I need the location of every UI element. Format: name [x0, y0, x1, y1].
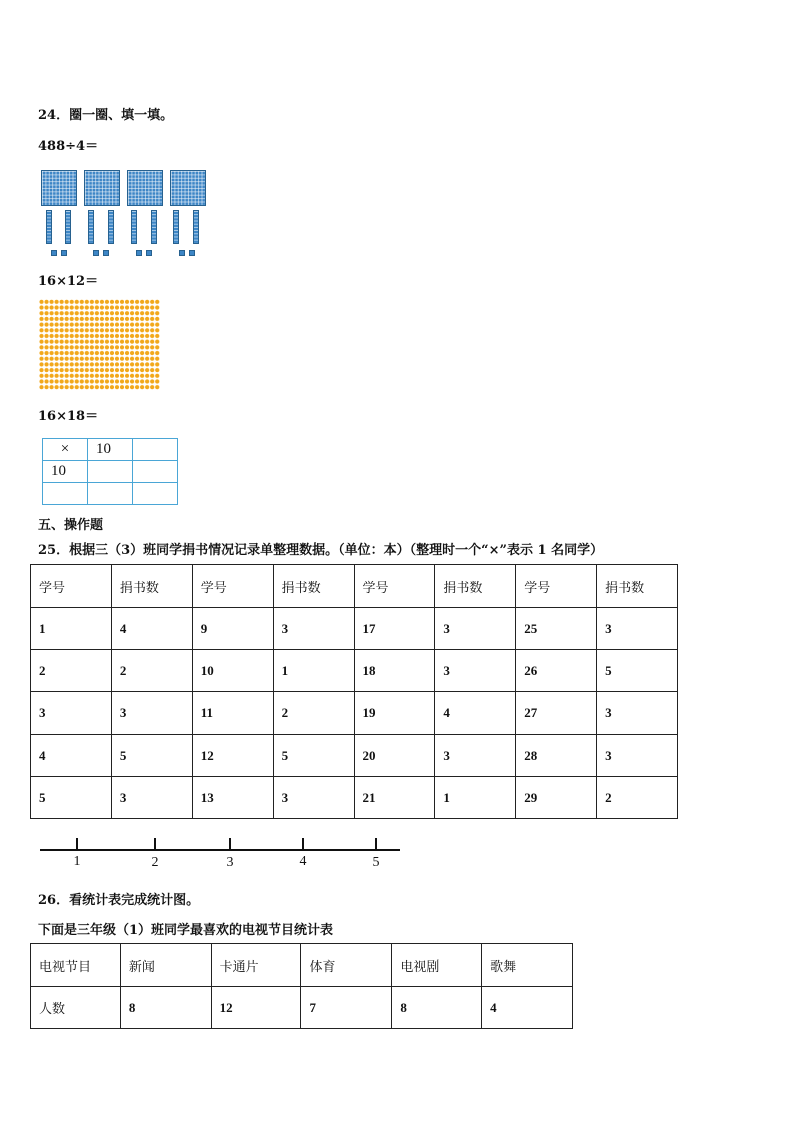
table-cell: 29 [516, 777, 597, 819]
q24-title: 24．圈一圈、填一填。 [38, 108, 174, 123]
ten-rod [46, 210, 52, 244]
number-line-label: 1 [73, 854, 81, 869]
table-cell: 27 [516, 692, 597, 735]
section-5-title: 五、操作题 [38, 518, 104, 533]
table-cell: 5 [31, 777, 112, 819]
header-cell: 学号 [192, 565, 273, 608]
table-cell: 3 [597, 608, 678, 650]
unit-cube [51, 250, 57, 256]
table-cell: 3 [597, 735, 678, 777]
table-cell: 4 [482, 987, 573, 1029]
number-line-tick [302, 838, 304, 849]
table-cell: 人数 [31, 987, 121, 1029]
unit-cube [61, 250, 67, 256]
number-line-tick [229, 838, 231, 849]
table-cell: 2 [31, 650, 112, 692]
table-row [31, 692, 678, 735]
hundred-block [127, 170, 163, 206]
table-cell: 18 [354, 650, 435, 692]
table-cell: 2 [111, 650, 192, 692]
header-cell: 体育 [301, 944, 392, 987]
table-cell: 12 [211, 987, 301, 1029]
q26-title: 26．看统计表完成统计图。 [38, 893, 200, 908]
table-cell: 10 [192, 650, 273, 692]
grid-col-header: 10 [88, 439, 133, 461]
table-cell: 2 [597, 777, 678, 819]
table-cell: 5 [273, 735, 354, 777]
table-cell: 4 [31, 735, 112, 777]
table-cell: 1 [273, 650, 354, 692]
table-cell: 3 [435, 608, 516, 650]
ten-rod [151, 210, 157, 244]
hundred-block [84, 170, 120, 206]
header-cell: 捐书数 [111, 565, 192, 608]
unit-cube [103, 250, 109, 256]
table-cell: 1 [435, 777, 516, 819]
table-cell: 11 [192, 692, 273, 735]
number-line-label: 3 [226, 855, 234, 870]
table-cell: 17 [354, 608, 435, 650]
table-cell: 3 [273, 777, 354, 819]
table-cell: 20 [354, 735, 435, 777]
unit-cube [146, 250, 152, 256]
grid-cell[interactable] [43, 483, 88, 505]
table-row [31, 650, 678, 692]
tv-program-table [30, 943, 573, 1029]
table-cell: 3 [597, 692, 678, 735]
ten-rod [88, 210, 94, 244]
table-row [31, 777, 678, 819]
header-cell: 捐书数 [273, 565, 354, 608]
header-cell: 学号 [354, 565, 435, 608]
table-cell: 5 [111, 735, 192, 777]
table-cell: 3 [31, 692, 112, 735]
table-row [31, 987, 573, 1029]
table-cell: 3 [435, 650, 516, 692]
header-cell: 卡通片 [211, 944, 301, 987]
header-cell: 学号 [31, 565, 112, 608]
number-line-label: 4 [299, 854, 307, 869]
table-cell: 1 [31, 608, 112, 650]
header-cell: 电视节目 [31, 944, 121, 987]
header-cell: 学号 [516, 565, 597, 608]
table-cell: 3 [435, 735, 516, 777]
ten-rod [173, 210, 179, 244]
grid-row-header: 10 [43, 461, 88, 483]
donation-record-table [30, 564, 678, 819]
table-cell: 2 [273, 692, 354, 735]
grid-cell[interactable] [133, 461, 178, 483]
unit-cube [93, 250, 99, 256]
ten-rod [193, 210, 199, 244]
unit-cube [179, 250, 185, 256]
header-cell: 电视剧 [392, 944, 482, 987]
q24-equation-3: 16×18＝ [38, 409, 99, 424]
table-cell: 28 [516, 735, 597, 777]
number-line-label: 5 [372, 855, 380, 870]
header-cell: 歌舞 [482, 944, 573, 987]
number-line-label: 2 [151, 855, 159, 870]
table-cell: 9 [192, 608, 273, 650]
table-cell: 8 [120, 987, 211, 1029]
header-cell: 新闻 [120, 944, 211, 987]
table-cell: 21 [354, 777, 435, 819]
table-cell: 12 [192, 735, 273, 777]
grid-cell[interactable] [88, 461, 133, 483]
unit-cube [136, 250, 142, 256]
hundred-block [170, 170, 206, 206]
table-row [31, 608, 678, 650]
table-cell: 4 [111, 608, 192, 650]
ten-rod [108, 210, 114, 244]
table-cell: 5 [597, 650, 678, 692]
hundred-block [41, 170, 77, 206]
number-line-tick [76, 838, 78, 849]
table-cell: 3 [273, 608, 354, 650]
grid-cell[interactable] [133, 439, 178, 461]
table-header-row [31, 944, 573, 987]
number-line-axis [40, 849, 400, 851]
q25-title: 25．根据三（3）班同学捐书情况记录单整理数据。（单位：本）（整理时一个“×”表示 1 名同学） [38, 543, 604, 558]
ten-rod [131, 210, 137, 244]
table-cell: 3 [111, 692, 192, 735]
grid-cell[interactable] [133, 483, 178, 505]
table-cell: 13 [192, 777, 273, 819]
multiplication-grid [42, 438, 178, 505]
unit-cube [189, 250, 195, 256]
number-line-tick [154, 838, 156, 849]
grid-cell[interactable] [88, 483, 133, 505]
table-row [31, 735, 678, 777]
table-header-row [31, 565, 678, 608]
table-cell: 8 [392, 987, 482, 1029]
table-cell: 4 [435, 692, 516, 735]
q24-equation-1: 488÷4＝ [38, 139, 99, 154]
header-cell: 捐书数 [597, 565, 678, 608]
table-cell: 7 [301, 987, 392, 1029]
table-cell: 19 [354, 692, 435, 735]
ten-rod [65, 210, 71, 244]
table-cell: 26 [516, 650, 597, 692]
grid-corner: × [43, 439, 88, 461]
table-cell: 3 [111, 777, 192, 819]
q24-equation-2: 16×12＝ [38, 274, 99, 289]
header-cell: 捐书数 [435, 565, 516, 608]
tv-table-title: 下面是三年级（1）班同学最喜欢的电视节目统计表 [38, 923, 334, 938]
number-line-tick [375, 838, 377, 849]
table-cell: 25 [516, 608, 597, 650]
dot-array-figure [39, 299, 160, 390]
